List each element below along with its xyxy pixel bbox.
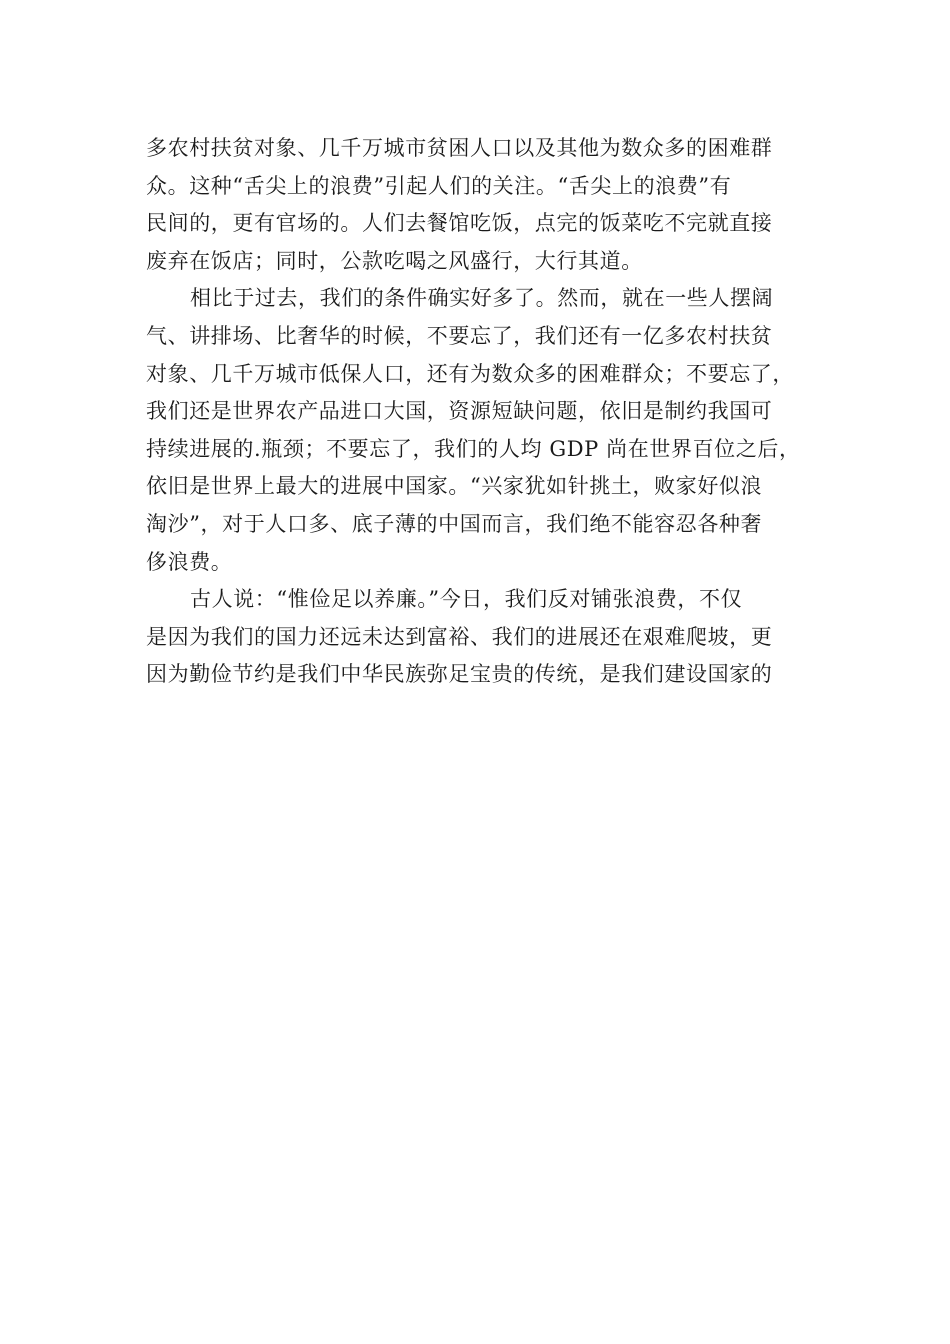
text-line: 淘沙”，对于人口多、底子薄的中国而言，我们绝不能容忍各种奢 bbox=[146, 511, 763, 536]
text-line: 古人说：“惟俭足以养廉。”今日，我们反对铺张浪费，不仅 bbox=[190, 587, 743, 612]
text-line: 持续进展的.瓶颈；不要忘了，我们的人均 GDP 尚在世界百位之后， bbox=[146, 436, 801, 461]
text-line: 依旧是世界上最大的进展中国家。“兴家犹如针挑土，败家好似浪 bbox=[146, 474, 763, 499]
text-line: 我们还是世界农产品进口大国，资源短缺问题，依旧是制约我国可 bbox=[146, 399, 773, 424]
text-line: 众。这种“舌尖上的浪费”引起人们的关注。“舌尖上的浪费”有 bbox=[146, 173, 732, 198]
text-line: 相比于过去，我们的条件确实好多了。然而，就在一些人摆阔 bbox=[190, 286, 774, 311]
text-line: 侈浪费。 bbox=[146, 549, 233, 574]
text-line: 是因为我们的国力还远未达到富裕、我们的进展还在艰难爬坡，更 bbox=[146, 624, 773, 649]
text-line: 气、讲排场、比奢华的时候，不要忘了，我们还有一亿多农村扶贫 bbox=[146, 323, 773, 348]
text-line: 废弃在饭店；同时，公款吃喝之风盛行，大行其道。 bbox=[146, 248, 643, 273]
body-text bbox=[146, 130, 806, 694]
text-line: 多农村扶贫对象、几千万城市贫困人口以及其他为数众多的困难群 bbox=[146, 136, 773, 160]
text-line: 因为勤俭节约是我们中华民族弥足宝贵的传统，是我们建设国家的 bbox=[146, 662, 773, 687]
text-line: 民间的，更有官场的。人们去餐馆吃饭，点完的饭菜吃不完就直接 bbox=[146, 211, 773, 236]
text-line: 对象、几千万城市低保人口，还有为数众多的困难群众；不要忘了， bbox=[146, 361, 794, 386]
